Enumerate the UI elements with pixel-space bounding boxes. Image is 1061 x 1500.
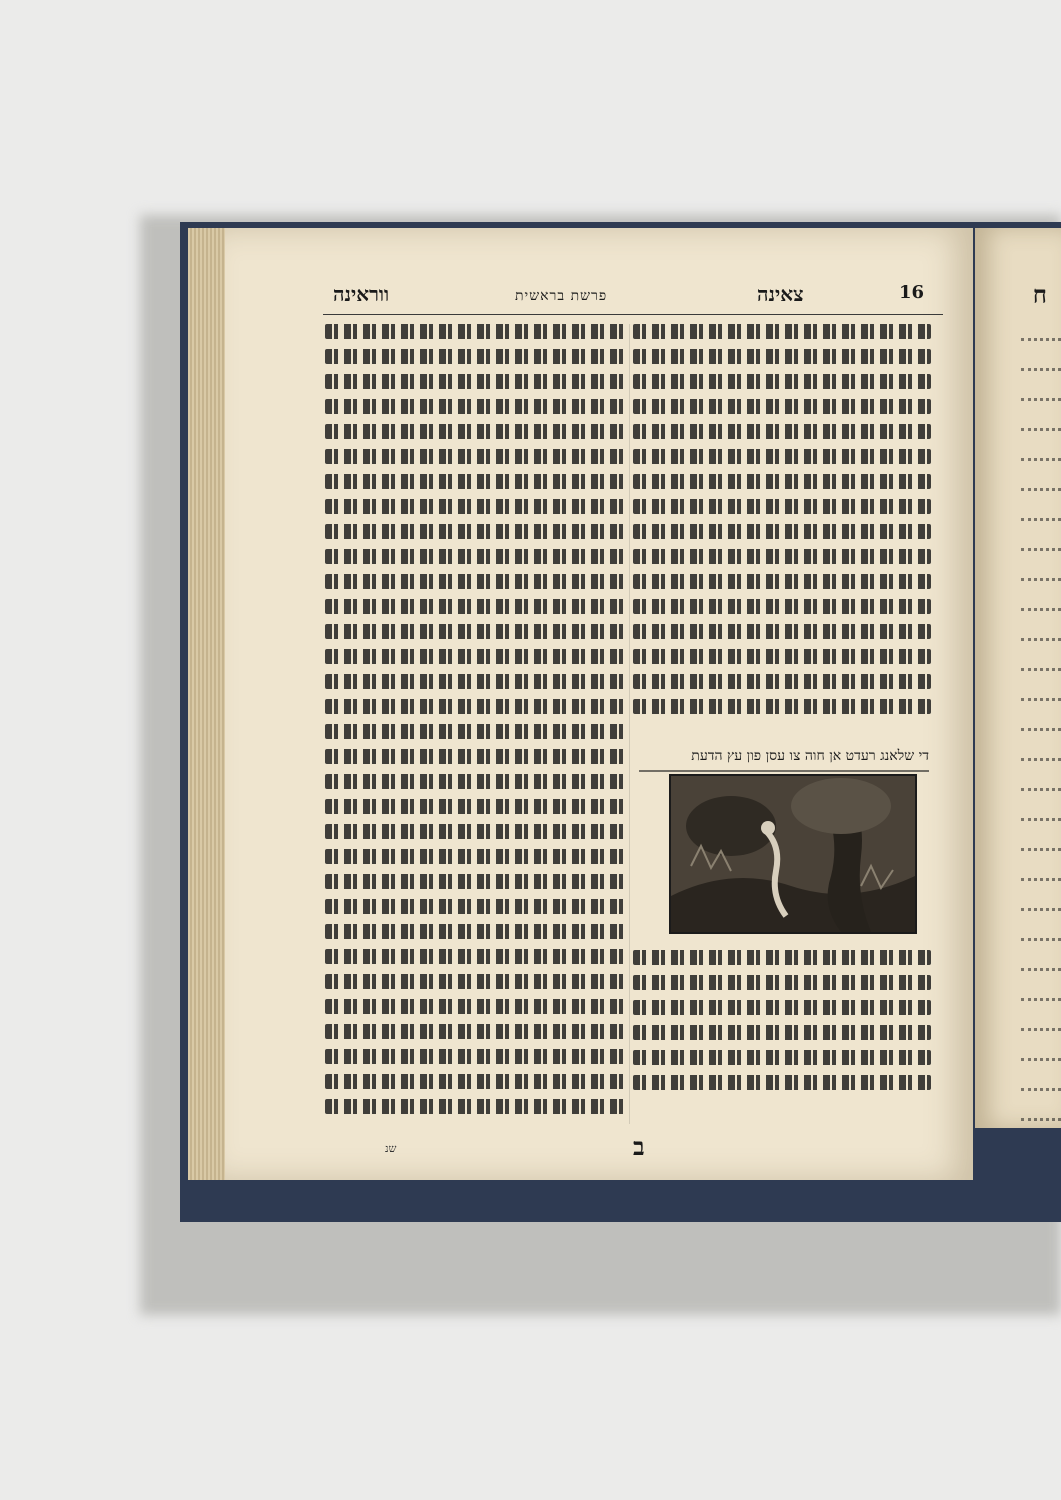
book-page <box>225 228 973 1180</box>
signature-letter: ב <box>633 1132 645 1161</box>
text-column-right-lower <box>633 950 931 1100</box>
header-title-left: ווראינה <box>333 282 390 306</box>
column-gutter <box>629 324 630 1124</box>
next-page-edge <box>975 228 1061 1128</box>
page-header <box>323 284 943 315</box>
woodcut-illustration <box>669 774 917 934</box>
next-page-heading: ח <box>1032 280 1047 309</box>
text-column-left <box>325 324 625 1124</box>
header-portion: פרשת בראשית <box>515 288 608 304</box>
page-number: 16 <box>899 282 925 303</box>
header-title-right: צאינה <box>757 282 804 306</box>
footer-mark: שנ <box>385 1142 397 1155</box>
next-page-text <box>1021 313 1061 1128</box>
illustration-caption: די שלאנג רעדט אן חוה צו עסן פון עץ הדעת <box>639 748 929 772</box>
page-edges <box>188 228 228 1180</box>
text-column-right <box>633 324 931 724</box>
